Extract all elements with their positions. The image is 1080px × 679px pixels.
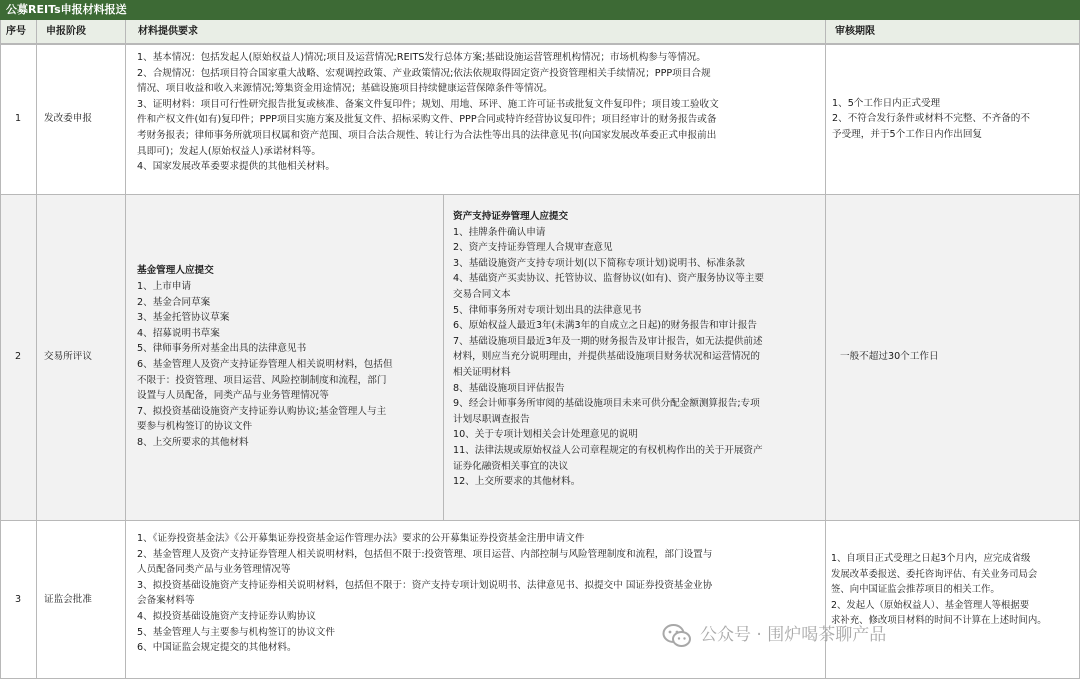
material-line: 2、基金管理人及资产支持证券管理人相关说明材料，包括但不限于:投资管理、项目运营、内部控制与风险管理制度和流程，部门设置与 (137, 548, 713, 560)
row-3-stage: 证监会批准 (44, 593, 92, 605)
material-line: 8、上交所要求的其他材料 (137, 436, 249, 448)
row-2-fund-manager-materials (137, 194, 440, 520)
row-2-stage: 交易所评议 (44, 351, 92, 363)
header-stage: 申报阶段 (46, 26, 86, 37)
fund-manager-heading: 基金管理人应提交 (137, 265, 214, 277)
grid-line (0, 520, 1080, 521)
grid-line (0, 44, 1080, 45)
material-line: 要参与机构签订的协议文件 (137, 421, 253, 433)
material-line: 3、证明材料：项目可行性研究报告批复或核准、备案文件复印件；规划、用地、环评、施工许可证书或批复文件复印件；项目竣工验收文 (137, 98, 719, 110)
header-review: 审核期限 (835, 26, 875, 37)
material-line: 5、律师事务所对专项计划出具的法律意见书 (453, 304, 642, 316)
material-line: 3、拟投资基础设施资产支持证券相关说明材料，包括但不限于：资产支持专项计划说明书、法律意见书、拟提交中 国证券投资基金业协 (137, 579, 713, 591)
material-line: 4、基础资产买卖协议、托管协议、监督协议(如有)、资产服务协议等主要 (453, 273, 764, 285)
review-line: 一般不超过30个工作日 (840, 351, 939, 363)
review-line: 发展改革委报送、委托咨询评估、有关业务司局会 (831, 568, 1038, 580)
material-line: 1、挂牌条件确认申请 (453, 226, 546, 238)
grid-line (0, 194, 1080, 195)
row-2-review (840, 194, 1078, 520)
row-1-seq: 1 (14, 113, 22, 125)
row-1-materials (137, 50, 822, 175)
material-line: 考财务报表；律师事务所就项目权属和资产范围、项目合法合规性、转让行为合法性等出具的法律意见书(向国家发展改革委正式申报前出 (137, 129, 717, 141)
material-line: 件和产权文件(如有)复印件；PPP项目实施方案及批复文件、招标采购文件、PPP合同或特许经营协议复印件；项目经审计的财务报告或备 (137, 114, 717, 126)
material-line: 12、上交所要求的其他材料。 (453, 476, 581, 488)
material-line: 计划尽职调查报告 (453, 413, 530, 425)
review-line: 2、不符合发行条件或材料不完整、不齐备的不 (832, 113, 1030, 125)
watermark (662, 621, 886, 651)
material-line: 3、基金托管协议草案 (137, 312, 230, 324)
watermark-text: 公众号 · 围炉喝茶聊产品 (700, 625, 887, 646)
material-line: 情况、项目收益和收入来源情况;筹集资金用途情况；基础设施项目持续健康运营保障条件等情况。 (137, 83, 553, 95)
material-line: 7、基础设施项目最近3年及一期的财务报告及审计报告，如无法提供前述 (453, 335, 763, 347)
material-line: 会备案材料等 (137, 595, 195, 607)
table-header-row (0, 20, 1080, 44)
material-line: 6、中国证监会规定提交的其他材料。 (137, 642, 297, 654)
material-line: 7、拟投资基础设施资产支持证券认购协议;基金管理人与主 (137, 405, 387, 417)
material-line: 1、上市申请 (137, 281, 192, 293)
wechat-icon (662, 623, 692, 649)
material-line: 8、基础设施项目评估报告 (453, 382, 565, 394)
material-line: 9、经会计师事务所审阅的基础设施项目未来可供分配金额测算报告;专项 (453, 398, 760, 410)
row-1-stage: 发改委申报 (44, 113, 92, 125)
header-materials: 材料提供要求 (138, 26, 198, 37)
material-line: 4、招募说明书草案 (137, 327, 220, 339)
material-line: 4、拟投资基础设施资产支持证券认购协议 (137, 610, 316, 622)
material-line: 4、国家发展改革委要求提供的其他相关材料。 (137, 161, 335, 173)
grid-line (125, 20, 126, 679)
abs-manager-heading: 资产支持证券管理人应提交 (453, 211, 569, 222)
grid-line (443, 194, 444, 520)
material-line: 材料，则应当充分说明理由，并提供基础设施项目财务状况和运营情况的 (453, 351, 760, 363)
material-line: 不限于：投资管理、项目运营、风险控制制度和流程，部门 (137, 374, 387, 386)
material-line: 6、基金管理人及资产支持证券管理人相关说明材料，包括但 (137, 359, 393, 370)
material-line: 人员配备同类产品与业务管理情况等 (137, 564, 291, 576)
review-line: 求补充、修改项目材料的时间不计算在上述时间内。 (831, 615, 1047, 627)
material-line: 证券化融资相关事宜的决议 (453, 460, 569, 472)
material-line: 5、律师事务所对基金出具的法律意见书 (137, 343, 307, 355)
material-line: 6、原始权益人最近3年(未满3年的自成立之日起)的财务报告和审计报告 (453, 320, 758, 332)
review-line: 1、5个工作日内正式受理 (832, 97, 941, 109)
material-line: 1、《证券投资基金法》《公开募集证券投资基金运作管理办法》要求的公开募集证券投资基金注册申请文件 (137, 533, 585, 544)
header-seq: 序号 (6, 26, 26, 37)
row-2-seq: 2 (14, 351, 22, 363)
review-line: 予受理，并于5个工作日内作出回复 (832, 128, 983, 140)
grid-line (825, 20, 826, 679)
material-line: 交易合同文本 (453, 288, 511, 300)
material-line: 2、基金合同草案 (137, 296, 211, 308)
material-line: 3、基础设施资产支持专项计划(以下简称专项计划)说明书、标准条款 (453, 257, 745, 269)
review-line: 1、自项目正式受理之日起3个月内，应完成省级 (831, 553, 1031, 564)
material-line: 2、资产支持证券管理人合规审查意见 (453, 242, 613, 254)
review-line: 签、向中国证监会推荐项目的相关工作。 (831, 584, 1000, 596)
grid-line (0, 20, 1, 679)
row-1-review (832, 44, 1078, 194)
table-title: 公募REITs申报材料报送 (0, 0, 1080, 20)
material-line: 10、关于专项计划相关会计处理意见的说明 (453, 429, 638, 441)
material-line: 设置与人员配备，同类产品与业务管理情况等 (137, 390, 329, 402)
grid-line (36, 20, 37, 679)
row-2-abs-manager-materials (453, 209, 823, 490)
review-line: 2、发起人（原始权益人）、基金管理人等根据要 (831, 599, 1030, 611)
material-line: 5、基金管理人与主要参与机构签订的协议文件 (137, 626, 335, 638)
material-line: 2、合规情况：包括项目符合国家重大战略、宏观调控政策、产业政策情况;依法依规取得固定资产投资管理相关手续情况；PPP项目合规 (137, 67, 711, 79)
row-3-review (831, 551, 1079, 629)
material-line: 相关证明材料 (453, 366, 511, 378)
material-line: 具即可)；发起人(原始权益人)承诺材料等。 (137, 145, 321, 157)
material-line: 11、法律法规或原始权益人公司章程规定的有权机构作出的关于开展资产 (453, 444, 763, 456)
row-3-seq: 3 (14, 593, 22, 605)
material-line: 1、基本情况：包括发起人(原始权益人)情况;项目及运营情况;REITS发行总体方案;基础设施运营管理机构情况；市场机构参与等情况。 (137, 52, 706, 63)
